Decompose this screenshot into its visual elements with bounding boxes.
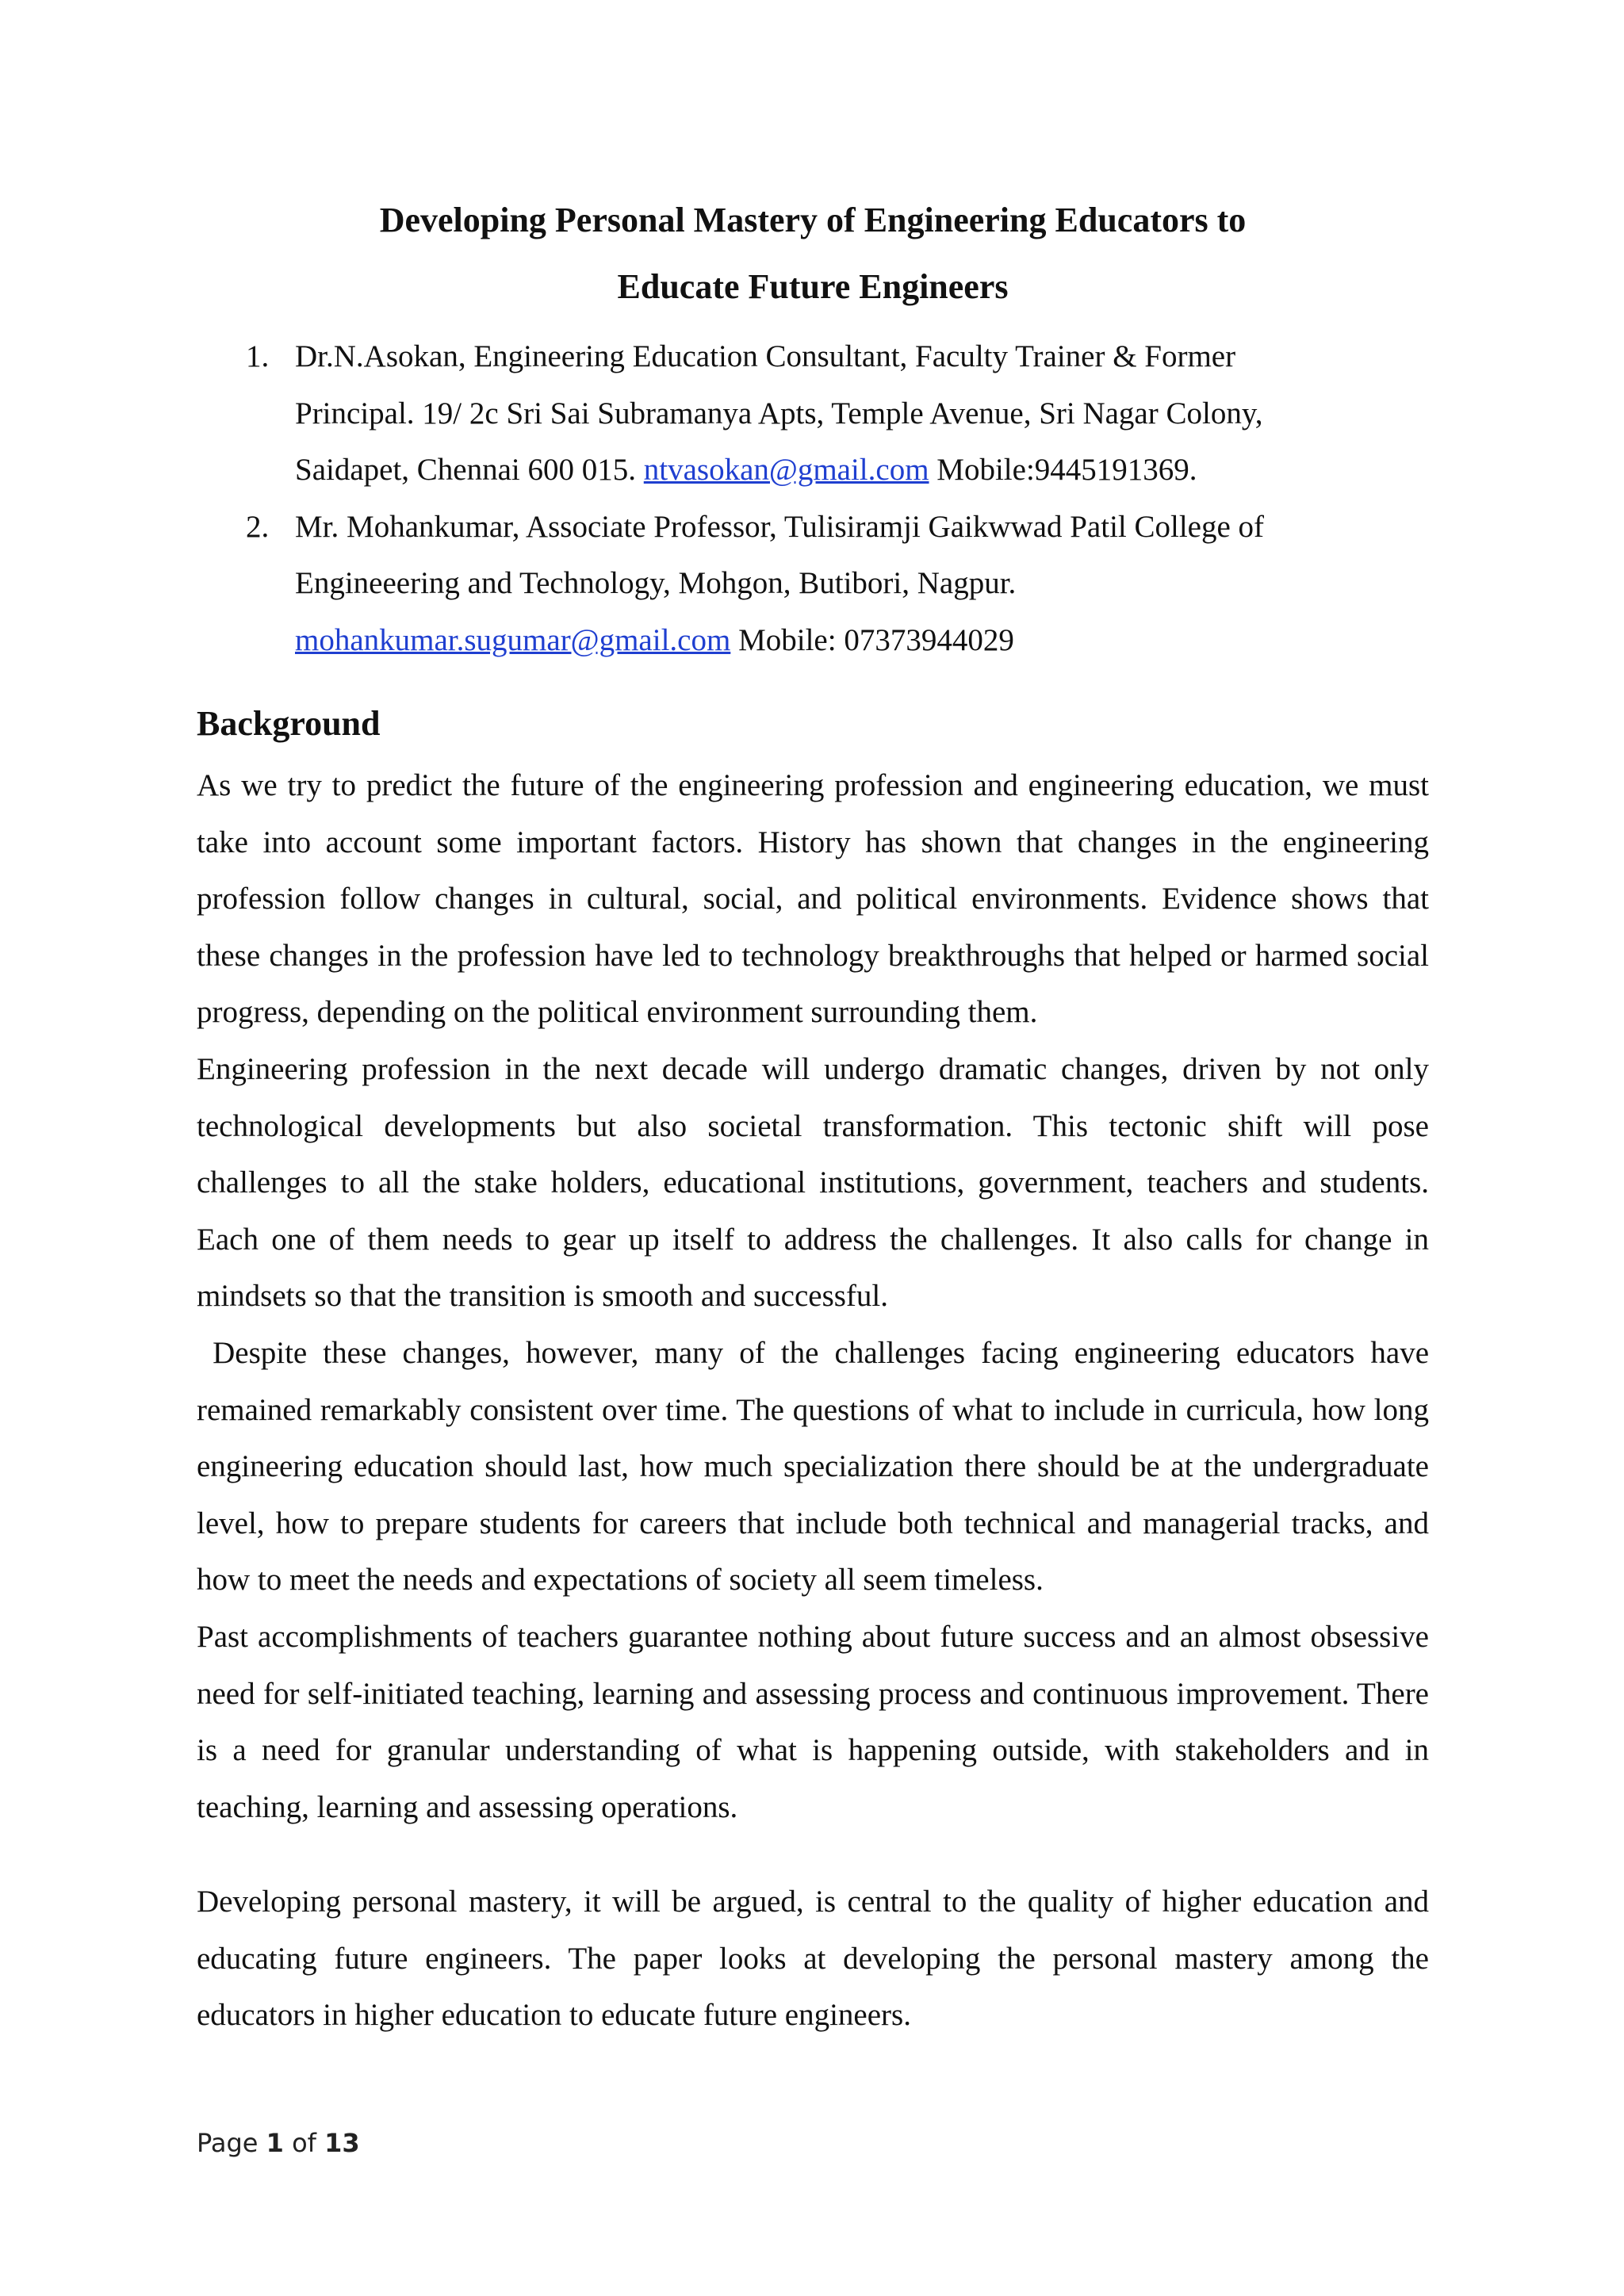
total-page-count: 13 (324, 2128, 360, 2158)
author-affiliation-line: Dr.N.Asokan, Engineering Education Consultant, Faculty Trainer & Former (295, 339, 1236, 373)
author-affiliation-line: Mr. Mohankumar, Associate Professor, Tulisiramji Gaikwwad Patil College of (295, 509, 1265, 544)
author-number: 1. (246, 339, 270, 373)
author-contact-line (295, 442, 1429, 499)
author-mobile: Mobile: 07373944029 (730, 622, 1014, 657)
author-list (197, 328, 1429, 668)
author-number: 2. (246, 509, 270, 544)
section-heading-background: Background (197, 704, 381, 743)
author-item (197, 328, 1429, 499)
paper-page (197, 187, 1437, 2044)
author-email-link[interactable]: mohankumar.sugumar@gmail.com (295, 622, 731, 657)
author-address-line: Engineeering and Technology, Mohgon, Butibori, Nagpur. (295, 566, 1017, 600)
page-of-label: of (283, 2128, 325, 2158)
paper-title (197, 187, 1429, 320)
body-paragraph: Developing personal mastery, it will be argued, is central to the quality of higher education and educating future engineers. The paper looks at developing the personal mastery among the educators in higher education to educate future engineers. (197, 1885, 1429, 2033)
author-contact-prefix: Saidapet, Chennai 600 015. (295, 453, 644, 487)
author-item (197, 499, 1429, 669)
page-footer (197, 2128, 360, 2158)
author-address-line: Principal. 19/ 2c Sri Sai Subramanya Apts, Temple Avenue, Sri Nagar Colony, (295, 396, 1263, 430)
current-page-number: 1 (266, 2128, 284, 2158)
page-label: Page (197, 2128, 266, 2158)
body-paragraph: Engineering profession in the next decade will undergo dramatic changes, driven by not only technological developments but also societal transformation. This tectonic shift will pose challenges to all the stake holders, educational institutions, government, teachers and students. Each one of them needs to gear up itself to address the challenges. It also calls for change in mindsets so that the transition is smooth and successful. (197, 1051, 1429, 1314)
author-mobile: Mobile:9445191369. (929, 453, 1197, 487)
author-contact-line (295, 612, 1429, 669)
title-line-1: Developing Personal Mastery of Engineering Educators to (379, 201, 1247, 239)
body-paragraph: Past accomplishments of teachers guarantee nothing about future success and an almost obsessive need for self-initiated teaching, learning and assessing process and continuous improvement. There is a need for granular understanding of what is happening outside, with stakeholders and in teaching, learning and assessing operations. (197, 1619, 1429, 1824)
body-paragraph: As we try to predict the future of the engineering profession and engineering education, we must take into account some important factors. History has shown that changes in the engineering profession follow changes in cultural, social, and political environments. Evidence shows that these changes in the profession have led to technology breakthroughs that helped or harmed social progress, depending on the political environment surrounding them. (197, 768, 1429, 1030)
author-email-link[interactable]: ntvasokan@gmail.com (643, 453, 929, 487)
title-line-2: Educate Future Engineers (617, 267, 1009, 306)
body-paragraph: Despite these changes, however, many of the challenges facing engineering educators have remained remarkably consistent over time. The questions of what to include in curricula, how long engineering education should last, how much specialization there should be at the undergraduate level, how to prepare students for careers that include both technical and managerial tracks, and how to meet the needs and expectations of society all seem timeless. (197, 1335, 1437, 1598)
